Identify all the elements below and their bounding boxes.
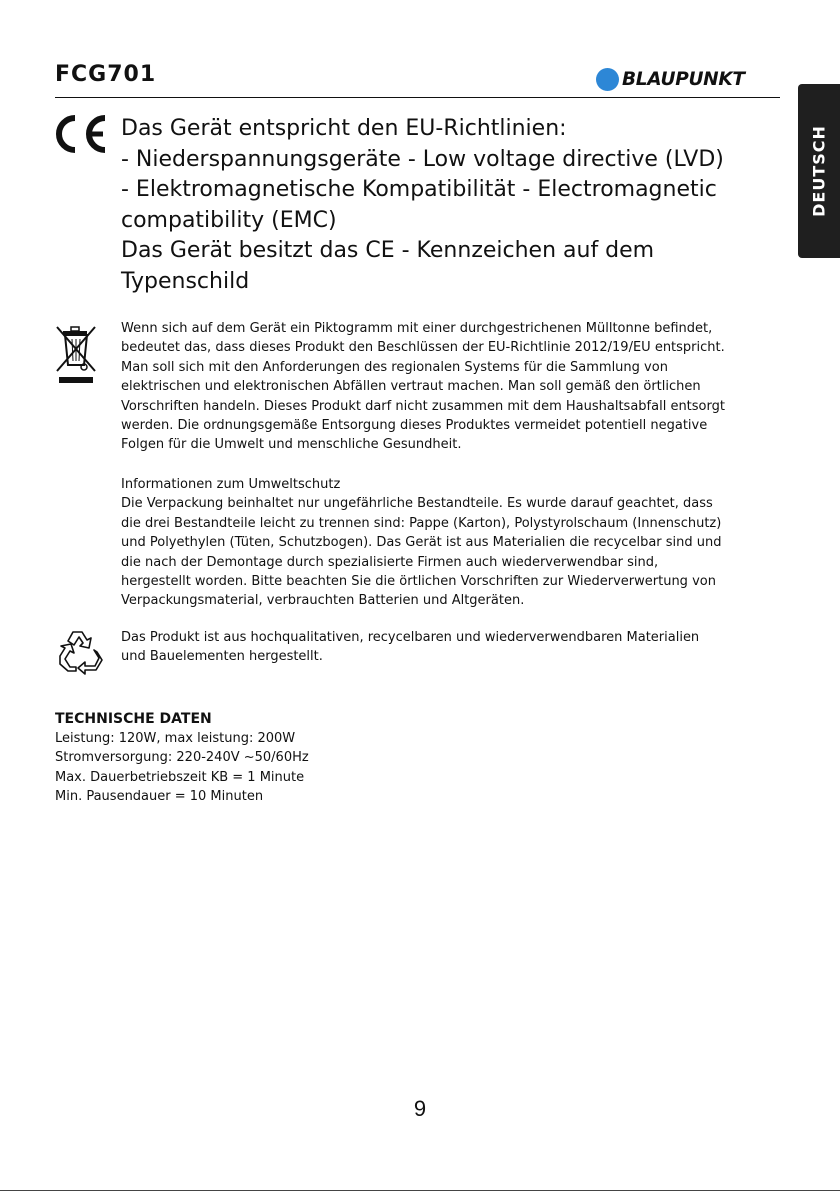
header-divider [55,97,780,98]
disposal-line: Vorschriften handeln. Dieses Produkt darf nicht zusammen mit dem Haushaltsabfall entsorgt [121,398,725,414]
disposal-line: Wenn sich auf dem Gerät ein Piktogramm mit einer durchgestrichenen Mülltonne befindet, [121,321,713,336]
model-number: FCG701 [55,62,157,87]
disposal-line: bedeutet das, dass dieses Produkt den Beschlüssen der EU-Richtlinie 2012/19/EU entspricht. [121,340,725,356]
crossed-out-wheelie-bin-icon [53,321,101,385]
disposal-line: Folgen für die Umwelt und menschliche Gesundheit. [121,437,462,453]
brand-logo [596,66,745,92]
recycling-text [121,628,786,667]
disposal-line: Man soll sich mit den Anforderungen des regionalen Systems für die Sammlung von [121,359,668,375]
page-number: 9 [413,1096,427,1121]
ce-compliance-text [121,114,801,297]
technical-line: Stromversorgung: 220-240V ~50/60Hz [55,750,309,766]
technical-heading: TECHNISCHE DATEN [55,711,212,727]
technical-data [55,710,455,806]
environment-line: Verpackungsmaterial, verbrauchten Batterien und Altgeräten. [121,593,525,609]
environment-line: Die Verpackung beinhaltet nur ungefährliche Bestandteile. Es wurde darauf geachtet, dass [121,496,713,512]
recycling-line: und Bauelementen hergestellt. [121,649,323,665]
environment-line: hergestellt worden. Bitte beachten Sie die örtlichen Vorschriften zur Wiederverwertung von [121,574,716,590]
environment-line: und Polyethylen (Tüten, Schutzbogen). Das Gerät ist aus Materialien die recycelbar sind und [121,535,722,551]
ce-line: compatibility (EMC) [121,207,337,233]
recycling-line: Das Produkt ist aus hochqualitativen, recycelbaren und wiederverwendbaren Materialien [121,630,700,645]
environment-line: die drei Bestandteile leicht zu trennen sind: Pappe (Karton), Polystyrolschaum (Innenschutz) [121,515,722,531]
technical-line: Max. Dauerbetriebszeit KB = 1 Minute [55,769,305,785]
ce-line: Das Gerät entspricht den EU-Richtlinien: [121,116,567,141]
bottom-divider [0,1190,840,1191]
language-tab [798,84,840,258]
ce-line: Das Gerät besitzt das CE - Kennzeichen auf dem [121,238,655,263]
technical-line: Leistung: 120W, max leistung: 200W [55,731,296,747]
disposal-line: elektrischen und elektronischen Abfällen vertraut machen. Man soll gemäß den örtlichen [121,379,701,395]
recycling-icon [56,626,104,676]
technical-line: Min. Pausendauer = 10 Minuten [55,788,264,804]
brand-dot-icon [596,68,619,91]
ce-mark-icon [53,114,109,154]
environment-line: die nach der Demontage durch spezialisierte Firmen auch wiederverwendbar sind, [121,554,659,570]
ce-line: Typenschild [121,268,250,294]
disposal-text [121,319,786,455]
disposal-line: werden. Die ordnungsgemäße Entsorgung dieses Produktes vermeidet potentiell negative [121,418,708,434]
language-tab-label: DEUTSCH [809,125,829,217]
environment-text [121,475,786,611]
brand-name: BLAUPUNKT [622,68,745,90]
environment-heading: Informationen zum Umweltschutz [121,477,341,492]
ce-line: - Elektromagnetische Kompatibilität - Electromagnetic [121,177,717,202]
ce-line: - Niederspannungsgeräte - Low voltage directive (LVD) [121,146,724,172]
